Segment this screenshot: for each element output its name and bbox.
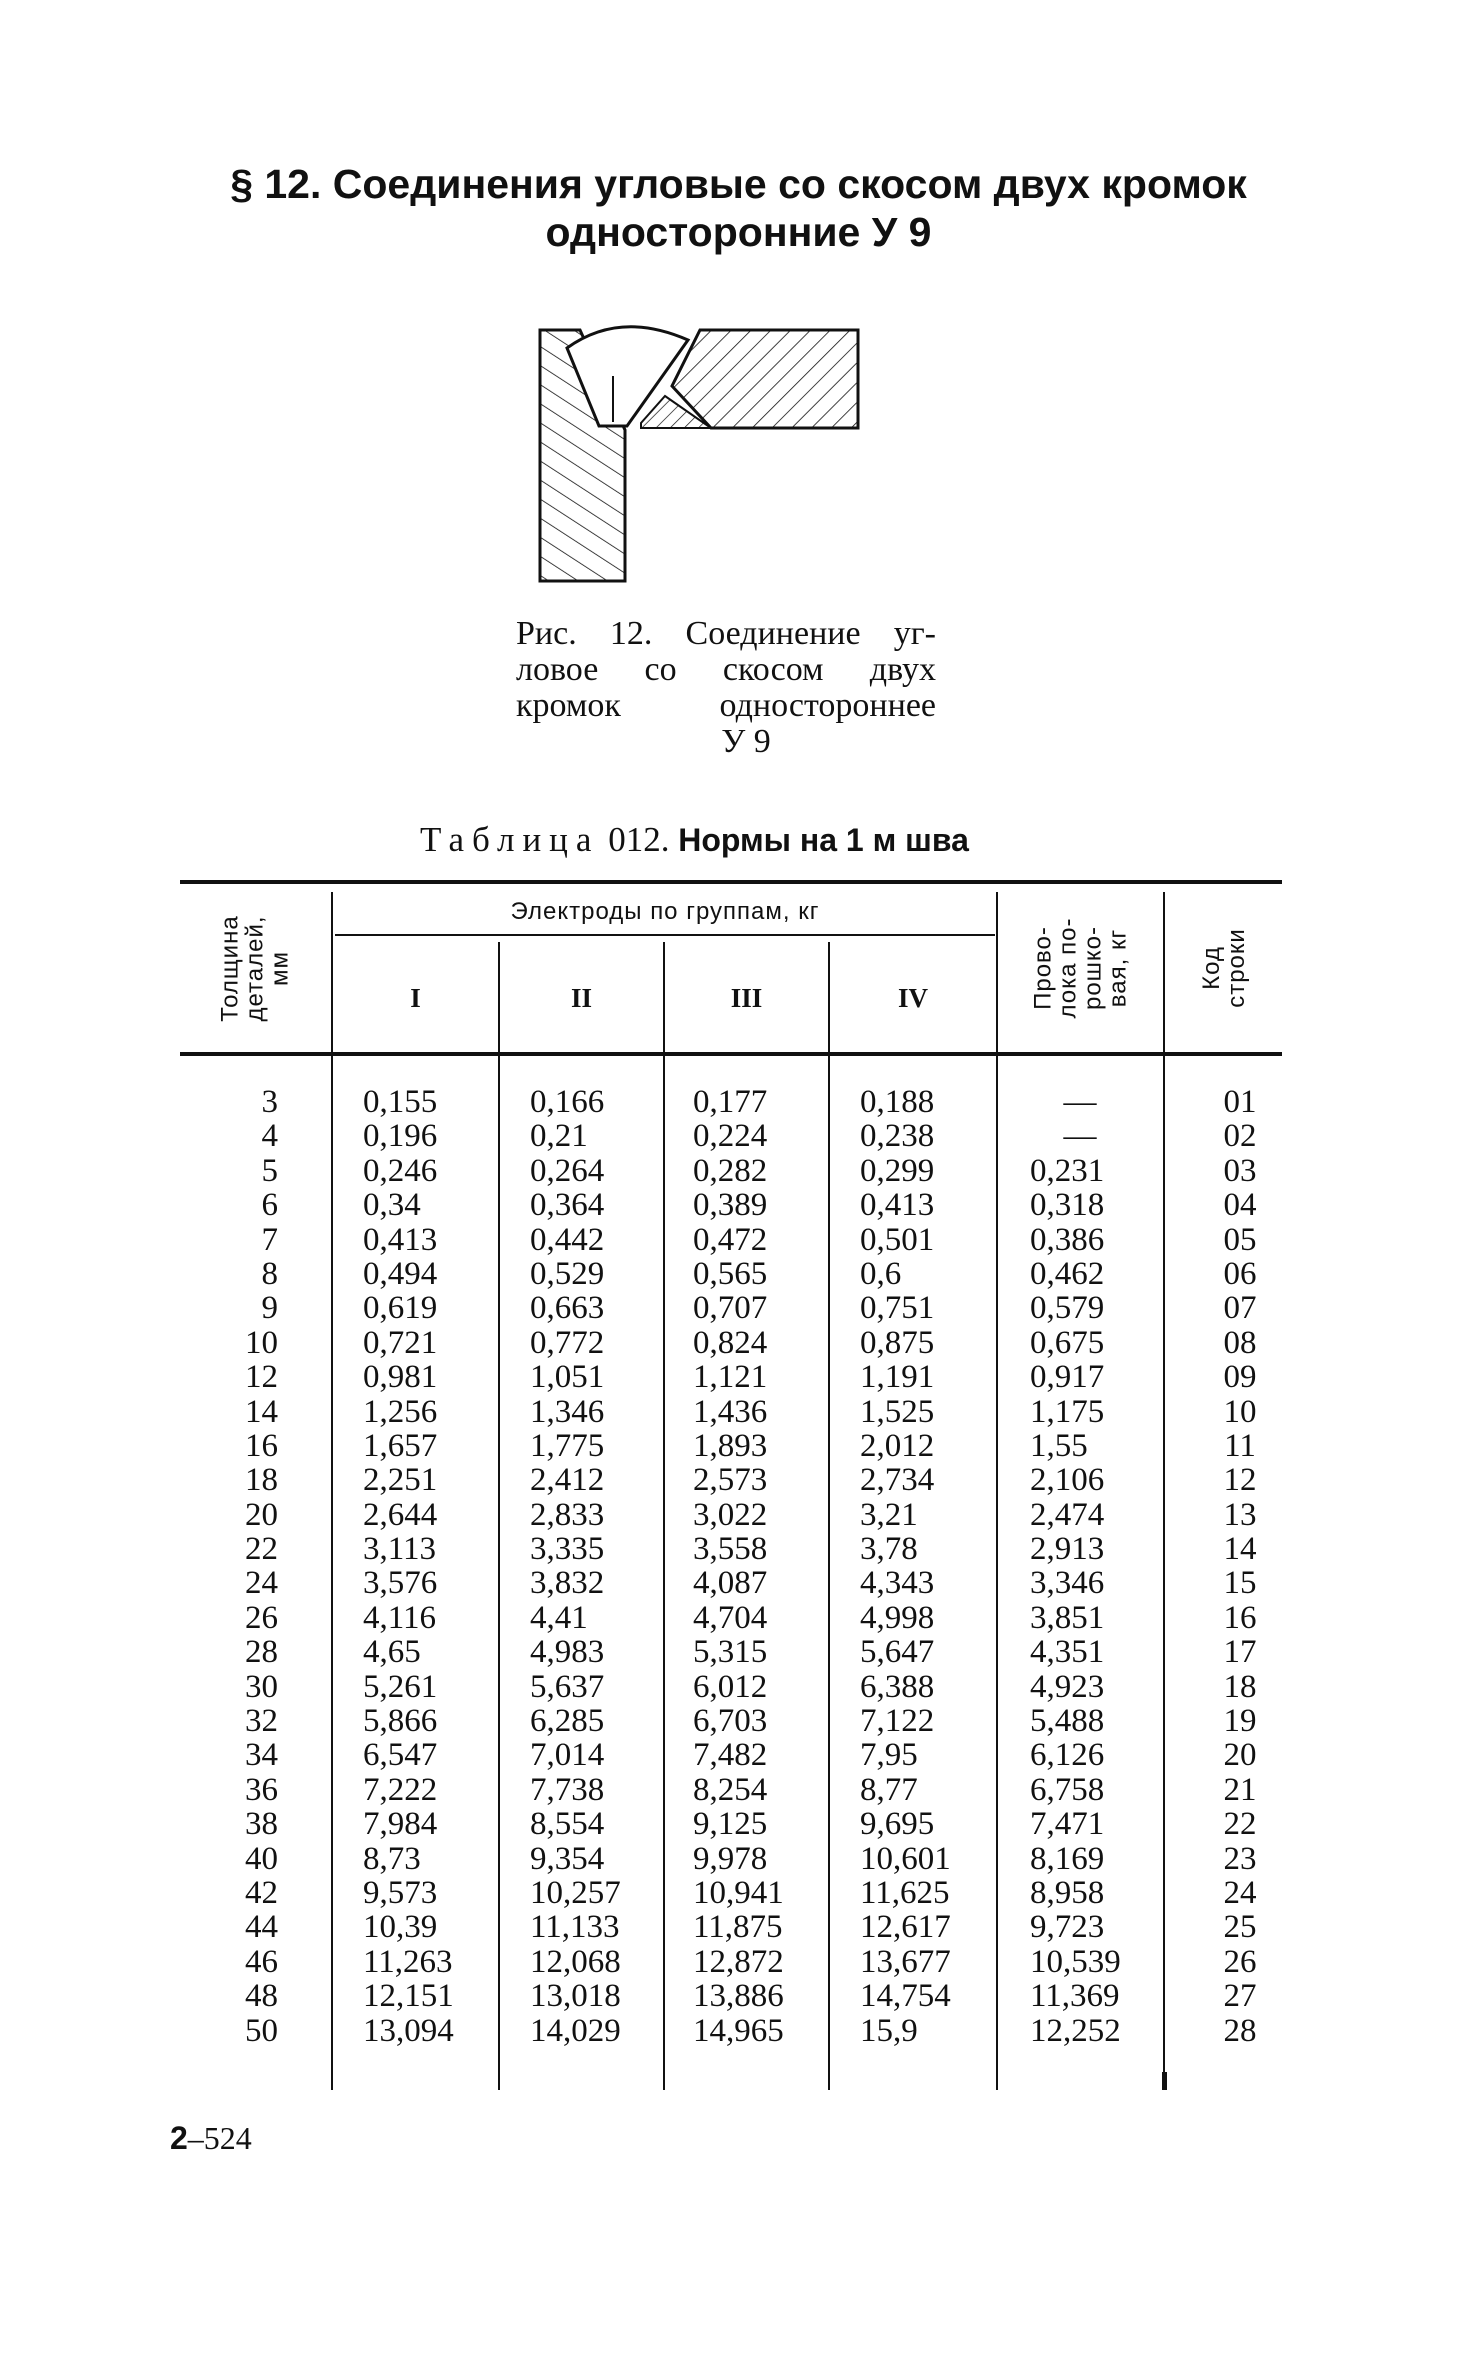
- cell-group-4: 0,413: [860, 1187, 935, 1224]
- cell-group-1: 1,256: [363, 1393, 438, 1430]
- cell-thickness: 26: [245, 1599, 278, 1636]
- figure-caption-line3: кромок одностороннее: [516, 687, 936, 724]
- table-row: [0, 1566, 1477, 1600]
- section-heading: [150, 160, 1327, 256]
- section-heading-line2: односторонние У 9: [545, 209, 932, 255]
- table-row: [0, 1773, 1477, 1807]
- cell-group-1: 3,576: [363, 1565, 438, 1602]
- cell-group-2: 3,335: [530, 1531, 605, 1568]
- table-row: [0, 1601, 1477, 1635]
- cell-code: 23: [1223, 1840, 1257, 1877]
- cell-thickness: 6: [261, 1187, 278, 1224]
- cell-code: 24: [1223, 1874, 1257, 1911]
- header-group-2: II: [570, 983, 592, 1013]
- cell-group-3: 1,893: [693, 1427, 768, 1464]
- cell-thickness: 9: [261, 1290, 278, 1327]
- cell-code: 12: [1223, 1462, 1257, 1499]
- cell-group-1: 0,196: [363, 1118, 438, 1155]
- cell-group-3: 13,886: [693, 1978, 784, 2015]
- cell-wire: 0,386: [1030, 1221, 1105, 1258]
- table-row: [0, 1429, 1477, 1463]
- cell-group-4: 0,875: [860, 1324, 935, 1361]
- cell-group-1: 10,39: [363, 1909, 438, 1946]
- cell-group-3: 0,224: [693, 1118, 768, 1155]
- table-row: [0, 1532, 1477, 1566]
- figure-caption-line2: ловое со скосом двух: [516, 651, 936, 688]
- table-row: [0, 1463, 1477, 1497]
- header-group-4: IV: [897, 983, 928, 1013]
- cell-group-1: 6,547: [363, 1737, 438, 1774]
- cell-group-4: 4,998: [860, 1599, 935, 1636]
- cell-group-1: 4,65: [363, 1634, 421, 1671]
- cell-wire: 4,351: [1030, 1634, 1105, 1671]
- page-number-rest: –524: [187, 2120, 252, 2156]
- cell-thickness: 30: [245, 1668, 278, 1705]
- cell-wire: 9,723: [1030, 1909, 1105, 1946]
- cell-code: 05: [1223, 1221, 1257, 1258]
- table-title-text: Нормы на 1 м шва: [678, 822, 969, 858]
- cell-wire: 6,758: [1030, 1771, 1105, 1808]
- table-header-bottom-rule: [180, 1052, 1282, 1056]
- cell-code: 11: [1224, 1427, 1256, 1464]
- cell-thickness: 36: [245, 1771, 278, 1808]
- cell-group-2: 0,442: [530, 1221, 605, 1258]
- cell-group-1: 4,116: [363, 1599, 437, 1636]
- cell-wire: 8,169: [1030, 1840, 1105, 1877]
- cell-group-2: 0,663: [530, 1290, 605, 1327]
- cell-thickness: 32: [245, 1703, 278, 1740]
- header-wire: Прово- лока по- рошко- вая, кг: [1029, 917, 1132, 1019]
- cell-wire: 10,539: [1030, 1943, 1121, 1980]
- cell-wire: 1,175: [1030, 1393, 1105, 1430]
- cell-code: 10: [1223, 1393, 1257, 1430]
- cell-group-2: 12,068: [530, 1943, 621, 1980]
- cell-wire: 0,579: [1030, 1290, 1105, 1327]
- cell-group-1: 0,494: [363, 1255, 438, 1292]
- cell-group-4: 2,734: [860, 1462, 935, 1499]
- cell-code: 13: [1223, 1496, 1257, 1533]
- cell-code: 04: [1223, 1187, 1257, 1224]
- cell-code: 17: [1223, 1634, 1257, 1671]
- cell-group-4: 12,617: [860, 1909, 951, 1946]
- cell-wire: 0,675: [1030, 1324, 1105, 1361]
- cell-wire: 5,488: [1030, 1703, 1105, 1740]
- cell-wire: 2,913: [1030, 1531, 1105, 1568]
- cell-wire: 6,126: [1030, 1737, 1105, 1774]
- figure-caption-line4: У 9: [721, 723, 771, 760]
- cell-group-2: 4,41: [530, 1599, 588, 1636]
- table-row: [0, 1291, 1477, 1325]
- cell-group-2: 0,772: [530, 1324, 605, 1361]
- weld-joint-diagram: [525, 318, 865, 588]
- cell-code: 08: [1223, 1324, 1257, 1361]
- cell-group-3: 11,875: [693, 1909, 783, 1946]
- cell-wire: 2,106: [1030, 1462, 1105, 1499]
- cell-group-1: 8,73: [363, 1840, 421, 1877]
- figure-caption: [516, 616, 936, 760]
- table-row: [0, 1979, 1477, 2013]
- cell-code: 22: [1223, 1806, 1257, 1843]
- cell-group-3: 12,872: [693, 1943, 784, 1980]
- cell-thickness: 50: [245, 2012, 278, 2049]
- cell-group-4: 3,78: [860, 1531, 918, 1568]
- cell-group-1: 0,246: [363, 1152, 438, 1189]
- cell-group-2: 6,285: [530, 1703, 605, 1740]
- cell-thickness: 10: [245, 1324, 278, 1361]
- cell-group-3: 8,254: [693, 1771, 768, 1808]
- cell-group-1: 7,984: [363, 1806, 438, 1843]
- cell-group-4: 2,012: [860, 1427, 935, 1464]
- cell-code: 25: [1223, 1909, 1257, 1946]
- cell-group-4: 9,695: [860, 1806, 935, 1843]
- table-body: [0, 1085, 1477, 2048]
- cell-group-2: 1,775: [530, 1427, 605, 1464]
- cell-wire: 0,318: [1030, 1187, 1105, 1224]
- cell-group-3: 6,703: [693, 1703, 768, 1740]
- cell-wire: —: [1063, 1084, 1097, 1120]
- cell-group-4: 0,299: [860, 1152, 935, 1189]
- cell-group-3: 4,087: [693, 1565, 768, 1602]
- table-row: [0, 1498, 1477, 1532]
- cell-thickness: 34: [245, 1737, 278, 1774]
- cell-thickness: 42: [245, 1874, 278, 1911]
- cell-group-3: 7,482: [693, 1737, 768, 1774]
- cell-group-4: 0,238: [860, 1118, 935, 1155]
- cell-thickness: 8: [261, 1255, 278, 1292]
- table-row: [0, 1119, 1477, 1153]
- cell-group-1: 0,34: [363, 1187, 421, 1224]
- cell-wire: 0,462: [1030, 1255, 1105, 1292]
- table-title-number: 012.: [608, 820, 670, 859]
- section-heading-line1: § 12. Соединения угловые со скосом двух кромок: [230, 161, 1247, 207]
- cell-group-4: 7,122: [860, 1703, 935, 1740]
- cell-group-2: 8,554: [530, 1806, 605, 1843]
- table-row: [0, 1085, 1477, 1119]
- cell-wire: —: [1063, 1118, 1097, 1155]
- table-row: [0, 1807, 1477, 1841]
- cell-group-3: 9,978: [693, 1840, 768, 1877]
- cell-group-1: 9,573: [363, 1874, 438, 1911]
- cell-group-4: 7,95: [860, 1737, 918, 1774]
- figure-caption-line1: Рис. 12. Соединение уг-: [516, 615, 936, 652]
- table-row: [0, 1257, 1477, 1291]
- cell-group-3: 0,565: [693, 1255, 768, 1292]
- cell-group-2: 0,166: [530, 1084, 605, 1120]
- page-number: [170, 2120, 252, 2157]
- cell-group-4: 0,188: [860, 1084, 935, 1120]
- header-electrodes: Электроды по группам, кг: [510, 898, 820, 925]
- cell-group-3: 6,012: [693, 1668, 768, 1705]
- cell-group-2: 2,833: [530, 1496, 605, 1533]
- cell-group-2: 14,029: [530, 2012, 621, 2049]
- cell-group-2: 0,264: [530, 1152, 605, 1189]
- cell-group-3: 0,389: [693, 1187, 768, 1224]
- cell-thickness: 48: [245, 1978, 278, 2015]
- cell-wire: 4,923: [1030, 1668, 1105, 1705]
- cell-wire: 11,369: [1030, 1978, 1120, 2015]
- cell-thickness: 4: [261, 1118, 278, 1155]
- cell-wire: 0,231: [1030, 1152, 1105, 1189]
- cell-group-1: 12,151: [363, 1978, 454, 2015]
- table-title: [420, 820, 969, 860]
- cell-code: 26: [1223, 1943, 1257, 1980]
- table-row: [0, 1188, 1477, 1222]
- table-row: [0, 1154, 1477, 1188]
- cell-code: 06: [1223, 1255, 1257, 1292]
- cell-thickness: 18: [245, 1462, 278, 1499]
- cell-group-1: 7,222: [363, 1771, 438, 1808]
- cell-group-2: 5,637: [530, 1668, 605, 1705]
- cell-group-2: 7,738: [530, 1771, 605, 1808]
- cell-code: 16: [1223, 1599, 1257, 1636]
- cell-thickness: 24: [245, 1565, 278, 1602]
- cell-code: 07: [1223, 1290, 1257, 1327]
- cell-group-1: 2,644: [363, 1496, 438, 1533]
- header-group-3: III: [730, 983, 763, 1013]
- cell-thickness: 46: [245, 1943, 278, 1980]
- cell-group-2: 4,983: [530, 1634, 605, 1671]
- cell-group-4: 0,751: [860, 1290, 935, 1327]
- cell-wire: 3,346: [1030, 1565, 1105, 1602]
- cell-group-3: 4,704: [693, 1599, 768, 1636]
- table-row: [0, 1842, 1477, 1876]
- table-end-mark: [1162, 2072, 1167, 2090]
- cell-group-2: 13,018: [530, 1978, 621, 2015]
- cell-group-2: 11,133: [530, 1909, 620, 1946]
- electrodes-subheader-rule: [335, 934, 995, 936]
- cell-wire: 1,55: [1030, 1427, 1088, 1464]
- cell-code: 14: [1223, 1531, 1257, 1568]
- table-row: [0, 1223, 1477, 1257]
- cell-group-4: 8,77: [860, 1771, 918, 1808]
- cell-group-4: 10,601: [860, 1840, 951, 1877]
- cell-group-4: 6,388: [860, 1668, 935, 1705]
- cell-group-4: 14,754: [860, 1978, 951, 2015]
- cell-wire: 7,471: [1030, 1806, 1105, 1843]
- cell-thickness: 16: [245, 1427, 278, 1464]
- cell-group-4: 3,21: [860, 1496, 918, 1533]
- cell-group-4: 4,343: [860, 1565, 935, 1602]
- table-row: [0, 1360, 1477, 1394]
- cell-group-1: 0,413: [363, 1221, 438, 1258]
- cell-group-4: 13,677: [860, 1943, 951, 1980]
- table-row: [0, 1910, 1477, 1944]
- cell-code: 03: [1223, 1152, 1257, 1189]
- cell-thickness: 5: [261, 1152, 278, 1189]
- table-row: [0, 1326, 1477, 1360]
- cell-thickness: 12: [245, 1359, 278, 1396]
- cell-group-1: 11,263: [363, 1943, 453, 1980]
- cell-group-4: 5,647: [860, 1634, 935, 1671]
- cell-group-3: 0,707: [693, 1290, 768, 1327]
- cell-group-2: 9,354: [530, 1840, 605, 1877]
- cell-group-3: 0,177: [693, 1084, 768, 1120]
- cell-group-3: 9,125: [693, 1806, 768, 1843]
- cell-group-3: 10,941: [693, 1874, 784, 1911]
- table-row: [0, 1945, 1477, 1979]
- cell-code: 01: [1223, 1084, 1257, 1120]
- table-title-label: Таблица: [420, 820, 600, 859]
- cell-group-2: 0,21: [530, 1118, 588, 1155]
- cell-group-1: 2,251: [363, 1462, 438, 1499]
- cell-group-3: 2,573: [693, 1462, 768, 1499]
- cell-group-1: 3,113: [363, 1531, 437, 1568]
- cell-group-1: 0,981: [363, 1359, 438, 1396]
- cell-thickness: 7: [261, 1221, 278, 1258]
- cell-group-3: 3,022: [693, 1496, 768, 1533]
- cell-code: 02: [1223, 1118, 1257, 1155]
- header-group-1: I: [410, 983, 421, 1013]
- cell-group-4: 1,191: [860, 1359, 935, 1396]
- cell-group-2: 7,014: [530, 1737, 605, 1774]
- cell-code: 27: [1223, 1978, 1257, 2015]
- header-code: Код строки: [1197, 928, 1250, 1008]
- cell-group-3: 3,558: [693, 1531, 768, 1568]
- cell-group-1: 1,657: [363, 1427, 438, 1464]
- cell-wire: 3,851: [1030, 1599, 1105, 1636]
- cell-wire: 0,917: [1030, 1359, 1105, 1396]
- cell-wire: 8,958: [1030, 1874, 1105, 1911]
- cell-thickness: 22: [245, 1531, 278, 1568]
- header-thickness: Толщина деталей, мм: [216, 914, 294, 1022]
- cell-group-2: 10,257: [530, 1874, 621, 1911]
- cell-group-3: 5,315: [693, 1634, 768, 1671]
- table-row: [0, 1635, 1477, 1669]
- cell-thickness: 44: [245, 1909, 278, 1946]
- cell-thickness: 38: [245, 1806, 278, 1843]
- cell-wire: 12,252: [1030, 2012, 1121, 2049]
- cell-group-4: 15,9: [860, 2012, 918, 2049]
- cell-group-2: 0,529: [530, 1255, 605, 1292]
- table-row: [0, 1738, 1477, 1772]
- cell-group-2: 3,832: [530, 1565, 605, 1602]
- cell-group-1: 0,721: [363, 1324, 438, 1361]
- table-top-rule: [180, 880, 1282, 884]
- cell-group-3: 1,436: [693, 1393, 768, 1430]
- cell-group-1: 5,261: [363, 1668, 438, 1705]
- table-row: [0, 1876, 1477, 1910]
- cell-group-3: 1,121: [693, 1359, 768, 1396]
- table-row: [0, 1395, 1477, 1429]
- cell-group-4: 0,6: [860, 1255, 902, 1292]
- cell-group-3: 0,824: [693, 1324, 768, 1361]
- page-number-bold: 2: [170, 2120, 188, 2156]
- table-row: [0, 1670, 1477, 1704]
- cell-group-3: 14,965: [693, 2012, 784, 2049]
- cell-code: 28: [1223, 2012, 1257, 2049]
- table-row: [0, 2014, 1477, 2048]
- cell-group-2: 1,346: [530, 1393, 605, 1430]
- cell-group-3: 0,282: [693, 1152, 768, 1189]
- cell-wire: 2,474: [1030, 1496, 1105, 1533]
- cell-group-4: 0,501: [860, 1221, 935, 1258]
- cell-code: 18: [1223, 1668, 1257, 1705]
- cell-group-4: 1,525: [860, 1393, 935, 1430]
- cell-thickness: 40: [245, 1840, 278, 1877]
- cell-thickness: 14: [245, 1393, 278, 1430]
- cell-thickness: 28: [245, 1634, 278, 1671]
- cell-group-2: 2,412: [530, 1462, 605, 1499]
- horizontal-plate: [672, 330, 858, 428]
- table-row: [0, 1704, 1477, 1738]
- cell-group-4: 11,625: [860, 1874, 950, 1911]
- cell-code: 19: [1223, 1703, 1257, 1740]
- cell-group-2: 0,364: [530, 1187, 605, 1224]
- cell-group-3: 0,472: [693, 1221, 768, 1258]
- cell-group-1: 0,619: [363, 1290, 438, 1327]
- cell-thickness: 20: [245, 1496, 278, 1533]
- cell-code: 20: [1223, 1737, 1257, 1774]
- cell-group-1: 13,094: [363, 2012, 454, 2049]
- cell-group-1: 0,155: [363, 1084, 438, 1120]
- cell-code: 09: [1223, 1359, 1257, 1396]
- cell-group-1: 5,866: [363, 1703, 438, 1740]
- cell-code: 21: [1223, 1771, 1257, 1808]
- cell-code: 15: [1223, 1565, 1257, 1602]
- cell-thickness: 3: [261, 1084, 278, 1120]
- cell-group-2: 1,051: [530, 1359, 605, 1396]
